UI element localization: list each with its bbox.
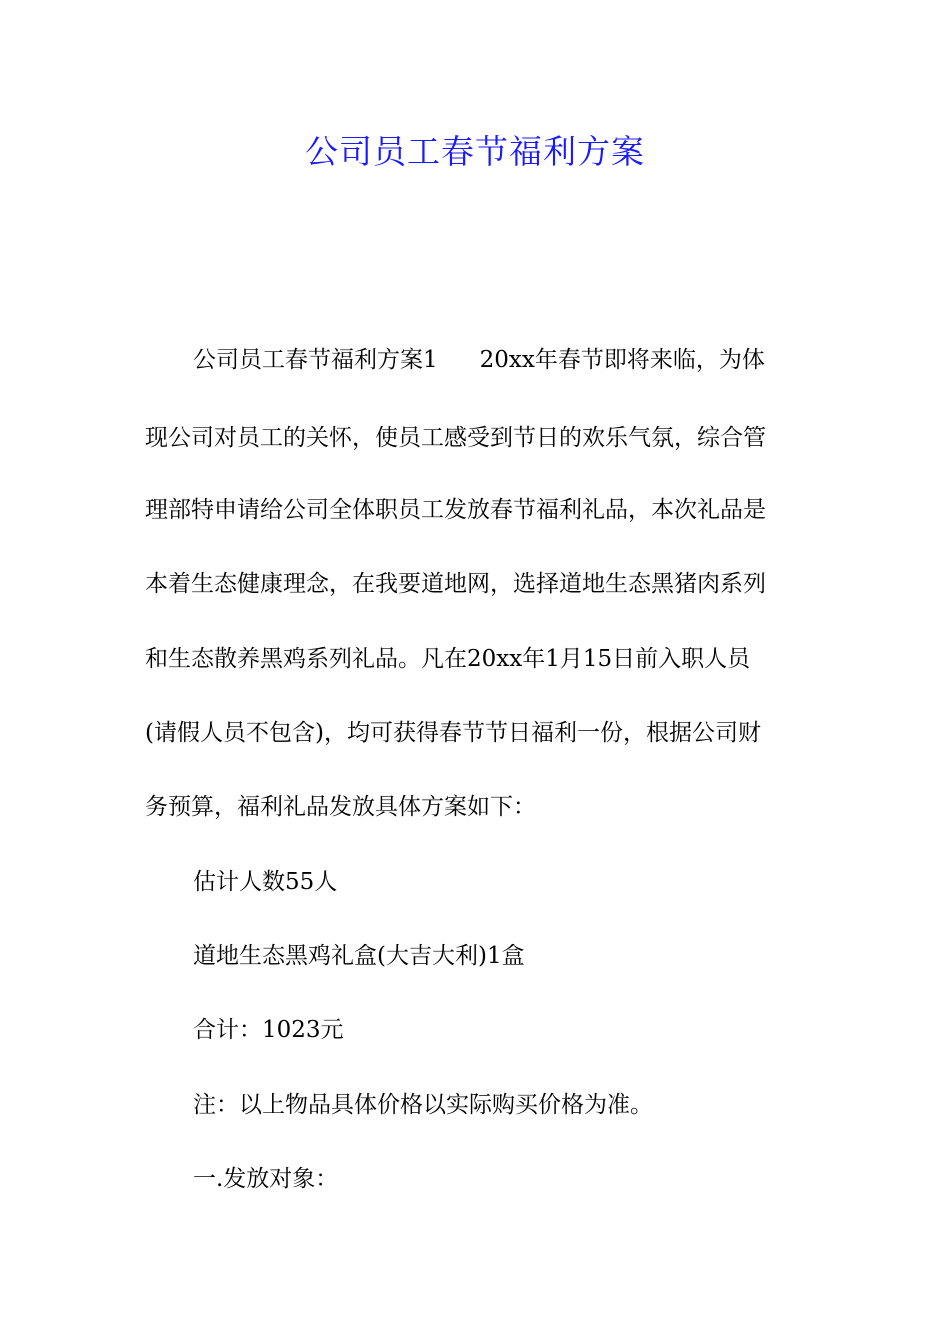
section-heading: 一.发放对象： [193, 1166, 339, 1192]
total-line: 合计：1023元 [193, 1017, 344, 1043]
gift-line: 道地生态黑鸡礼盒(大吉大利)1盒 [193, 943, 525, 969]
headcount-line: 估计人数55人 [193, 869, 338, 895]
paragraph-line: 和生态散养黑鸡系列礼品。凡在20xx年1月15日前入职人员 [145, 646, 751, 672]
paragraph-line: 务预算，福利礼品发放具体方案如下： [145, 794, 536, 820]
paragraph-line: 本着生态健康理念，在我要道地网，选择道地生态黑猪肉系列 [145, 571, 766, 597]
paragraph-line: 理部特申请给公司全体职员工发放春节福利礼品，本次礼品是 [145, 497, 766, 523]
paragraph-line: 现公司对员工的关怀，使员工感受到节日的欢乐气氛，综合管 [145, 425, 766, 451]
document-title: 公司员工春节福利方案 [305, 132, 645, 171]
paragraph-lead [193, 345, 765, 375]
note-line: 注：以上物品具体价格以实际购买价格为准。 [193, 1092, 653, 1118]
paragraph-lead-text: 公司员工春节福利方案1 [193, 347, 438, 373]
paragraph-line: (请假人员不包含)，均可获得春节节日福利一份，根据公司财 [145, 720, 761, 746]
paragraph-lead-rest: 20xx年春节即将来临，为体 [479, 347, 765, 373]
paragraph-first-line [193, 345, 813, 375]
